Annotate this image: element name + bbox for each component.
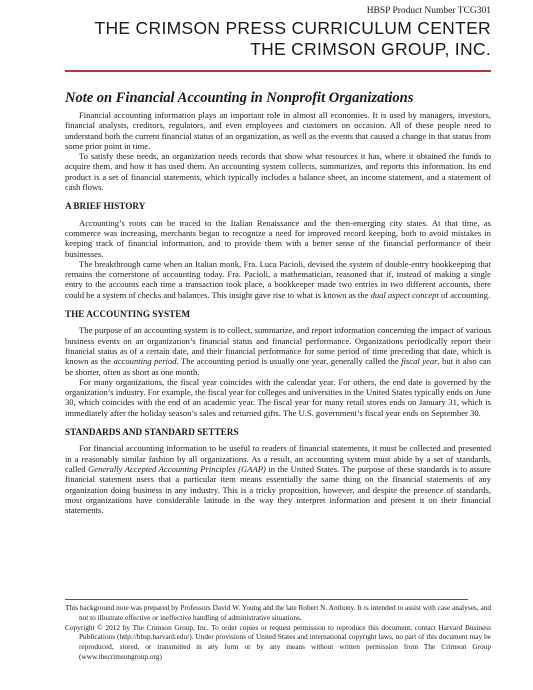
history-paragraph-2: The breakthrough came when an Italian monk, Fra. Luca Pacioli, devised the system of double-entry bookkeeping that remains the cornerstone of accounting today. Fra. Pacioli, a mathematician, reasoned that if, instead of making a single entry to the accounts each time a transaction took place, a bookkeeper made two entries in two different accounts, there could be a system of checks and balances. This insight gave rise to what is known as the dual aspect concept of accounting. (65, 258, 491, 300)
intro-paragraph-2: To satisfy these needs, an organization needs records that show what resources it has, where it obtained the funds to acquire them, and how it has used them. An accounting system collects, summarizes, and reports this information. Its end product is a set of financial statements, which typically includes a balance sheet, an income statement, and a statement of cash flows. (65, 151, 491, 193)
standards-heading: STANDARDS AND STANDARD SETTERS (65, 427, 239, 438)
document-title: Note on Financial Accounting in Nonprofit Organizations (65, 90, 414, 106)
system-paragraph-2: For many organizations, the fiscal year coincides with the calendar year. For others, the end date is governed by the organization’s industry. For example, the fiscal year for colleges and universities in the United States typically ends on June 30, which coincides with the end of an academic year. The fiscal year for many retail stores ends on January 31, which is immediately after the holiday season’s sales and returned gifts. The U.S. government’s fiscal year ends on September 30. (65, 376, 491, 418)
standards-paragraph-1: For financial accounting information to be useful to readers of financial statements, it must be collected and presented in a reasonably similar fashion by all organizations. As a result, an accounting system must abide by a set of standards, called Generally Accepted Accounting Principles (GAAP) in the United States. The purpose of these standards is to assure financial statement users that a particular item means essentially the same thing on the financial statements of any organization doing business in any industry. This is a tricky proposition, however, and despite the presence of standards, most organizations have considerable latitude in the way they interpret information and present it on their financial statements. (65, 443, 491, 516)
footnotes (65, 603, 491, 662)
intro-paragraph-1: Financial accounting information plays an important role in almost all economies. It is used by managers, investors, financial analysts, creditors, regulators, and even employees and customers on occasion. All of these people need to understand both the current financial status of an organization, as well as the events that caused a change in that status from some prior point in time. (65, 110, 491, 151)
group-name: THE CRIMSON GROUP, INC. (250, 39, 491, 59)
history-paragraph-1: Accounting’s roots can be traced to the Italian Renaissance and the then-emerging city states. At that time, as commerce was increasing, merchants began to recognize a need for improved record keeping, both to avoid mistakes in keeping track of financial information, and to provide them with a better sense of the financial performance of their businesses. (65, 217, 491, 259)
history-heading: A BRIEF HISTORY (65, 201, 146, 212)
system-paragraph-1: The purpose of an accounting system is to collect, summarize, and report information concerning the impact of various business events on an organization’s financial status and financial performance. Organizations periodically report their financial status as of a certain date, and their financial performance for some period of time preceding that date, which is known as the accounting period. The accounting period is usually one year, generally called the fiscal year, but it also can be shorter, often as short as one month. (65, 325, 492, 377)
document-body (65, 110, 491, 515)
system-heading: THE ACCOUNTING SYSTEM (65, 309, 191, 320)
footnote-rule (65, 599, 468, 600)
product-number: HBSP Product Number TCG301 (366, 6, 491, 16)
header-rule (65, 70, 491, 72)
center-name: THE CRIMSON PRESS CURRICULUM CENTER (94, 18, 491, 38)
footnote-authorship: This background note was prepared by Professors David W. Young and the late Robert N. Anthony. It is intended to assist with case analyses, and not to illustrate effective or ineffective handling of administrative situations. (65, 603, 491, 622)
footnote-copyright: Copyright © 2012 by The Crimson Group, Inc. To order copies or request permission to reproduce this document, contact Harvard Business Publications (http://hbsp.harvard.edu/). Under provisions of United States and international copyright laws, no part of this document may be reproduced, stored, or transmitted in any form or by any means without written permission from The Crimson Group (www.thecrimsongroup.org) (65, 622, 491, 661)
